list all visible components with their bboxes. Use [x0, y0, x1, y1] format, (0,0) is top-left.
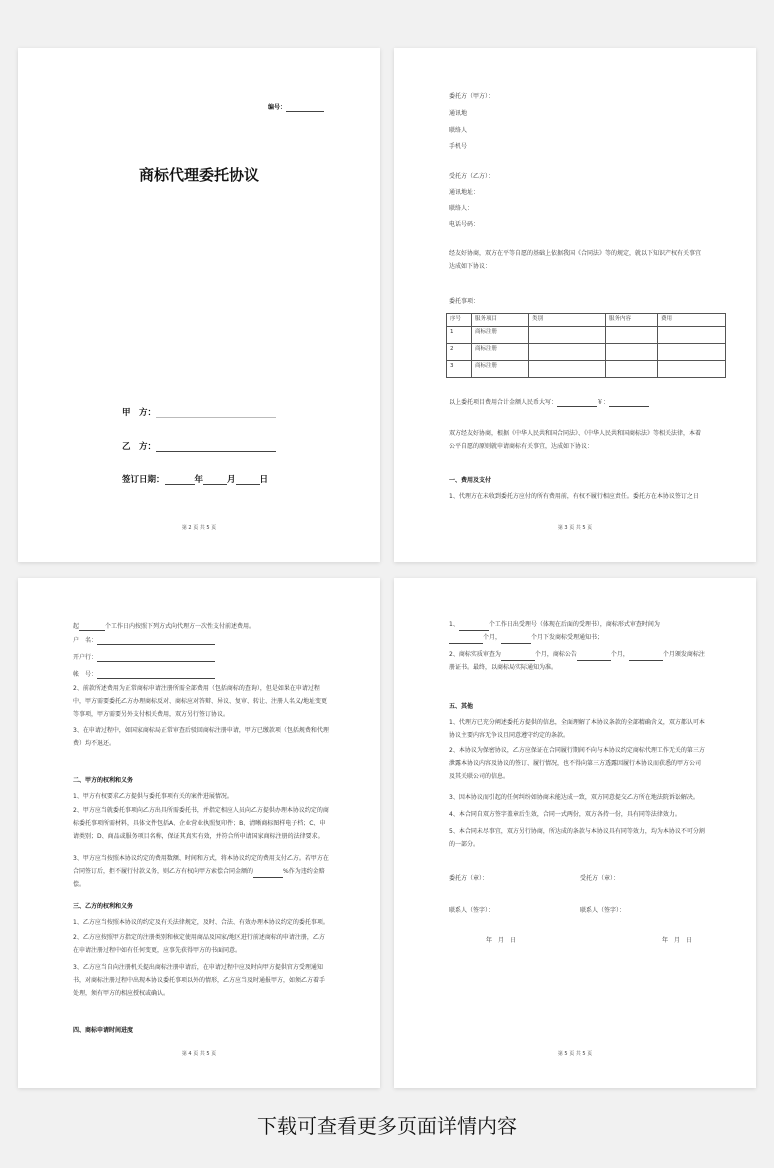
account-no-label: 帐 号：	[73, 671, 98, 678]
table-header-cell: 类别	[529, 314, 606, 327]
payment-start-prefix: 起	[73, 623, 80, 630]
payment-start-suffix: 个工作日内按照下列方式向代理方一次性支付前述费用。	[105, 623, 256, 630]
other-item-1: 1、代理方已充分阐述委托方提供的信息，全面理解了本协议条款的全部精确含义，双方都认可本协议主要内容无争议且同意遵守约定的条款。	[449, 719, 705, 739]
party-b-blank	[156, 443, 276, 452]
other-item-4: 4、本合同自双方签字盖章后生效，合同一式两份，双方各持一份，具有同等法律效力。	[449, 811, 681, 818]
section-3-heading: 三、乙方的权利和义务	[73, 903, 134, 910]
timeline-1-text: 个工作日出受理号（体现在后面的受理书），商标形式审查时间为	[488, 621, 660, 628]
other-item-2: 2、本协议为保密协议，乙方应保证在合同履行期间不向与本协议约定商标代理工作无关的第三方泄露本协议内容及协议的签订、履行情况，也不得向第三方透露因履行本协议而获悉的甲方公司及其关联公司的信息。	[449, 747, 705, 780]
section-2-item-3-suffix: %作为违约金赔偿。	[73, 868, 325, 888]
table-header-row	[447, 314, 726, 327]
month-label: 月	[227, 475, 236, 485]
section-3-item-2: 2、乙方应按照甲方指定的注册类别和核定使用商品及国家/地区进行前述商标的申请注册，乙方在申请注册过程中如有任何变更，应事先获得甲方的书面同意。	[73, 934, 325, 954]
table-header-cell: 费用	[658, 314, 726, 327]
client-phone-label: 手机号	[449, 143, 468, 150]
intro-paragraph: 经友好协商，双方在平等自愿的基础上依据我国《合同法》等的规定，就以下知识产权有关事宜达成如下协议：	[449, 250, 702, 270]
contract-number-blank	[286, 103, 324, 112]
party-a-blank	[156, 409, 276, 418]
law-paragraph: 双方经友好协商，根据《中华人民共和国合同法》、《中华人民共和国商标法》等相关法律，本着公平自愿的原则就申请商标有关事宜，达成如下协议：	[449, 430, 702, 450]
table-header-cell: 服务内容	[606, 314, 658, 327]
page-footer: 第 4 页 共 5 页	[181, 1051, 217, 1057]
document-page-2	[18, 48, 380, 562]
client-address-label: 通讯地	[449, 110, 468, 117]
bank-row	[73, 653, 215, 662]
account-name-label: 户 名：	[73, 637, 98, 644]
table-cell: 2	[447, 344, 472, 361]
page-footer: 第 3 页 共 5 页	[557, 525, 593, 531]
agent-contact-label: 联络人：	[449, 205, 474, 212]
timeline-2-tail: 个月颁发商标注册证书。最终，以商标局实际通知为准。	[449, 651, 705, 671]
total-amount-label: 以上委托项目费用合计金额人民币大写：	[449, 399, 558, 406]
party-a-label: 甲 方：	[122, 408, 157, 418]
sign-date-label: 签订日期：	[122, 475, 165, 485]
party-b-label: 乙 方：	[122, 442, 157, 452]
section-2-item-2: 2、甲方应当就委托事项向乙方出具所需委托书，并指定相应人员向乙方提供办理本协议约定的商标委托事项所需材料，具体文件包括A、企业营业执照复印件；B、清晰商标图样电子档；C、申请类别；D、商品或服务项目名称，保证其真实有效，并符合所申请国家商标注册的法律要求。	[73, 807, 329, 840]
total-yen-label: ￥：	[597, 399, 610, 406]
section-1-item-1: 1、代理方在未收到委托方应付的所有费用前，有权不履行相应责任。委托方在本协议签订之日	[449, 493, 699, 500]
year-label: 年	[194, 475, 204, 485]
contract-number-label: 编号：	[267, 104, 286, 111]
table-cell: 3	[447, 361, 472, 378]
agent-label: 受托方（乙方）：	[449, 173, 495, 180]
section-5-heading: 五、其他	[449, 703, 474, 710]
table-cell	[529, 344, 606, 361]
section-2-item-3-text: 3、甲方应当按照本协议约定的费用数额、时间和方式，将本协议约定的费用支付乙方。若甲方在合同签订后，拒不履行付款义务，则乙方有权向甲方索偿合同金额的	[73, 855, 329, 875]
table-cell	[606, 361, 658, 378]
table-cell: 商标注册	[472, 361, 529, 378]
timeline-2-text: 2、商标实质审查为	[449, 651, 501, 658]
account-name-row	[73, 636, 215, 645]
table-cell	[658, 361, 726, 378]
sign-date-row	[122, 473, 268, 485]
other-item-3: 3、因本协议而引起的任何纠纷如协商未能达成一致，双方同意提交乙方所在地法院诉讼解决。	[449, 794, 699, 801]
table-row	[447, 361, 726, 378]
other-item-5: 5、本合同未尽事宜，双方另行协商，所达成的条款与本协议具有同等效力，均为本协议不可分割的一部分。	[449, 828, 705, 848]
agent-sign-date: 年 月 日	[662, 937, 693, 944]
table-cell	[529, 361, 606, 378]
table-cell: 1	[447, 327, 472, 344]
table-header-cell: 服务项目	[472, 314, 529, 327]
timeline-1-month: 个月，	[483, 634, 502, 641]
agent-phone-label: 电话号码：	[449, 221, 480, 228]
table-cell	[658, 344, 726, 361]
agent-contact-sign-label: 联系人（签字）：	[580, 907, 626, 914]
section-2-heading: 二、甲方的权利和义务	[73, 777, 134, 784]
account-no-row	[73, 670, 215, 679]
section-4-heading: 四、商标申请时间进度	[73, 1027, 134, 1034]
table-row	[447, 327, 726, 344]
agent-seal-label: 受托方（章）：	[580, 875, 620, 882]
client-contact-sign-label: 联系人（签字）：	[449, 907, 495, 914]
section-2-item-1: 1、甲方有权要求乙方提供与委托事项有关的案件进展情况。	[73, 793, 233, 800]
timeline-item-1	[449, 618, 705, 644]
client-contact-label: 联络人	[449, 127, 468, 134]
table-cell	[658, 327, 726, 344]
table-row	[447, 344, 726, 361]
document-page-5	[394, 578, 756, 1088]
section-2-item-3	[73, 852, 329, 891]
client-sign-date: 年 月 日	[486, 937, 517, 944]
timeline-1-num: 1、	[449, 621, 459, 628]
service-table	[446, 313, 726, 378]
entrust-label: 委托事项：	[449, 298, 480, 305]
party-b-row	[122, 440, 276, 452]
table-cell	[529, 327, 606, 344]
table-header-cell: 序号	[447, 314, 472, 327]
client-label: 委托方（甲方）：	[449, 93, 495, 100]
page-footer: 第 2 页 共 5 页	[181, 525, 217, 531]
payment-start-row	[73, 622, 255, 631]
section-3-item-3: 3、乙方应当自向注册机关提出商标注册申请后，在申请过程中应及时向甲方提供官方受理通知书，对商标注册过程中出现本协议委托事项以外的情形，乙方应当及时通报甲方，如须乙方着手处理，须有甲方的相应授权或确认。	[73, 964, 326, 997]
document-page-3	[394, 48, 756, 562]
document-title: 商标代理委托协议	[138, 166, 259, 184]
section-3-item-1: 1、乙方应当按照本协议的约定及有关法律规定，及时、合法、有效办理本协议约定的委托事项。	[73, 919, 329, 926]
payment-paragraph-3: 3、在申请过程中，如国家商标局正常审查后驳回商标注册申请，甲方已缴款项（包括规费和代理费）均不退还。	[73, 727, 329, 747]
client-seal-label: 委托方（章）：	[449, 875, 489, 882]
payment-paragraph-2: 2、前款所述费用为正常商标申请注册所需全部费用（包括商标的查询），但是如果在申请过程中，甲方需要委托乙方办理商标反对、商标应对答辩、异议、复审、转让、注册人名义/地址变更等事项，甲方需要另外支付相关费用，双方另行签订协议。	[73, 685, 328, 718]
agent-address-label: 通讯地址：	[449, 189, 480, 196]
table-cell: 商标注册	[472, 327, 529, 344]
contract-number-row	[268, 103, 324, 112]
timeline-item-2	[449, 648, 705, 674]
page-footer: 第 5 页 共 5 页	[557, 1051, 593, 1057]
day-label: 日	[259, 475, 269, 485]
table-cell	[606, 344, 658, 361]
timeline-1-tail: 个月下发商标受理通知书；	[531, 634, 604, 641]
timeline-2-publish: 个月，商标公告	[534, 651, 577, 658]
table-cell: 商标注册	[472, 344, 529, 361]
section-1-heading: 一、费用及支付	[449, 477, 492, 484]
bank-label: 开户行：	[73, 654, 98, 661]
document-page-4	[18, 578, 380, 1088]
timeline-2-month: 个月，	[610, 651, 629, 658]
total-amount-row	[449, 398, 649, 407]
download-caption: 下载可查看更多页面详情内容	[257, 1114, 517, 1138]
table-cell	[606, 327, 658, 344]
party-a-row	[122, 406, 276, 418]
